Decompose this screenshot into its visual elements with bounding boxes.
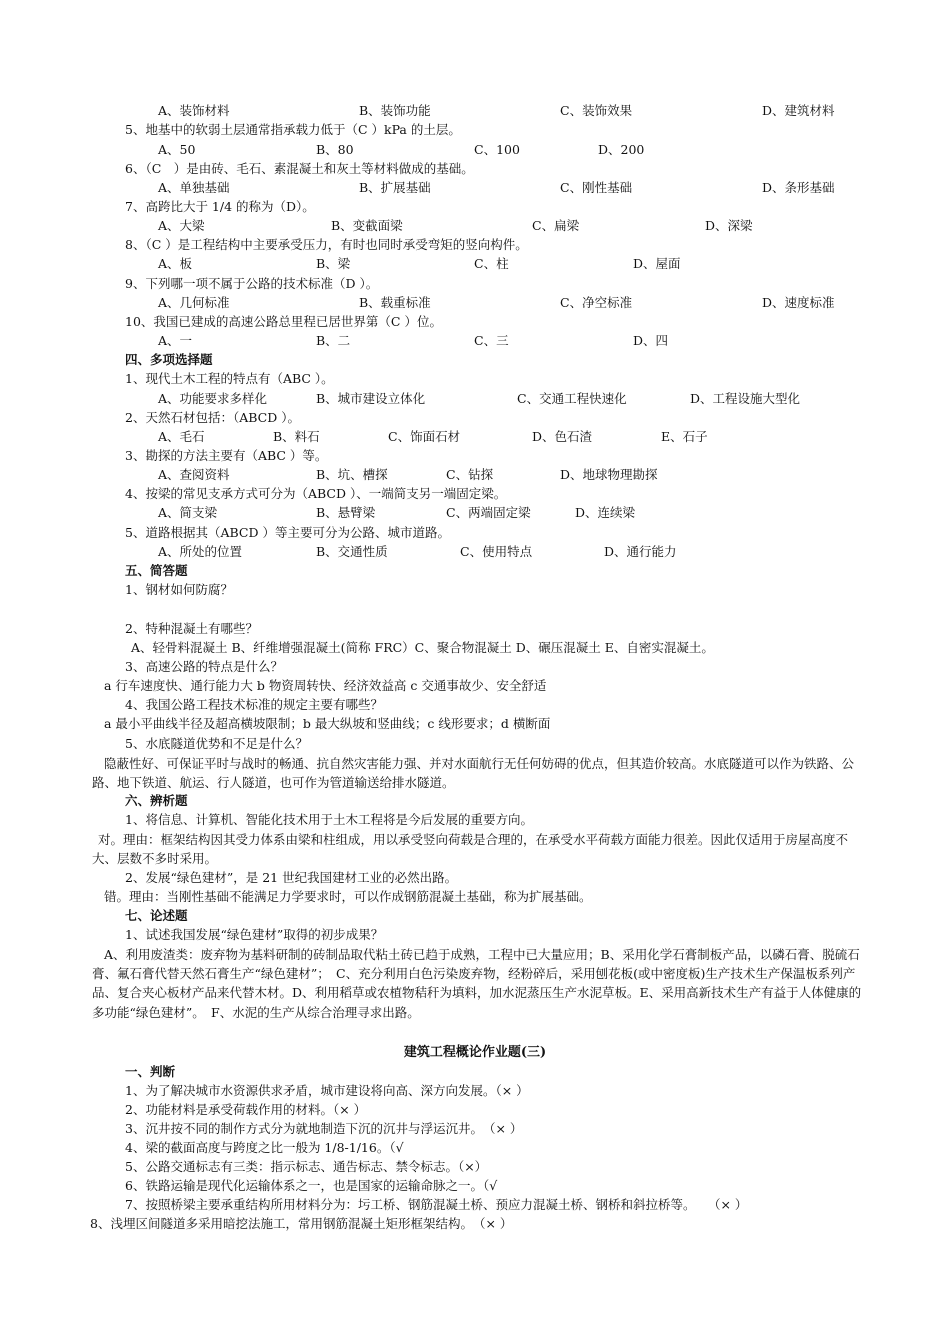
- q9-options: [0, 295, 950, 311]
- option-a: A、查阅资料: [158, 467, 230, 482]
- option-c: C、柱: [474, 256, 509, 271]
- short-question-2: 2、特种混凝土有哪些？: [125, 621, 258, 636]
- section-title-true-false: 一、判断: [125, 1064, 176, 1079]
- tf-question-1: 1、为了解决城市水资源供求矛盾，城市建设将向高、深方向发展。（× ）: [125, 1083, 529, 1098]
- option-b: B、梁: [316, 256, 351, 271]
- option-b: B、扩展基础: [359, 180, 431, 195]
- question-10: 10、我国已建成的高速公路总里程已居世界第（C ）位。: [125, 314, 442, 329]
- question-8: 8、（C ）是工程结构中主要承受压力，有时也同时承受弯矩的竖向构件。: [125, 237, 528, 252]
- question-7: 7、高跨比大于 1/4 的称为（D）。: [125, 199, 315, 214]
- option-b: B、交通性质: [316, 544, 388, 559]
- option-b: B、载重标准: [359, 295, 431, 310]
- option-d: D、工程设施大型化: [690, 391, 801, 406]
- tf-question-8: 8、浅埋区间隧道多采用暗挖法施工，常用钢筋混凝土矩形框架结构。 （× ）: [90, 1216, 513, 1231]
- option-a: A、50: [158, 142, 196, 157]
- option-a: A、功能要求多样化: [158, 391, 268, 406]
- q4-options: [0, 103, 950, 119]
- option-d: D、通行能力: [604, 544, 677, 559]
- multi-question-4: 4、按梁的常见支承方式可分为（ABCD ）、一端简支另一端固定梁。: [125, 486, 507, 501]
- option-a: A、一: [158, 333, 193, 348]
- analysis-question-2: 2、发展“绿色建材”，是 21 世纪我国建材工业的必然出路。: [125, 870, 458, 885]
- option-a: A、大梁: [158, 218, 205, 233]
- tf-question-4: 4、梁的截面高度与跨度之比一般为 1/8-1/16。（√: [125, 1140, 404, 1155]
- option-c: C、刚性基础: [560, 180, 633, 195]
- short-question-3: 3、高速公路的特点是什么？: [125, 659, 283, 674]
- option-e: E、石子: [661, 429, 708, 444]
- multi-question-2: 2、天然石材包括：（ABCD ）。: [125, 410, 300, 425]
- option-c: C、100: [474, 142, 520, 157]
- short-answer-5: 隐蔽性好、可保证平时与战时的畅通、抗自然灾害能力强、并对水面航行无任何妨碍的优点，但其造价较高。水底隧道可以作为铁路、公路、地下铁道、航运、行人隧道，也可作为管道输送给排水隧道。: [92, 756, 855, 791]
- question-5: 5、地基中的软弱土层通常指承载力低于（C ）kPa 的土层。: [125, 122, 461, 137]
- option-c: C、饰面石材: [388, 429, 461, 444]
- option-a: A、单独基础: [158, 180, 230, 195]
- tf-question-5: 5、公路交通标志有三类：指示标志、通告标志、禁令标志。（×）: [125, 1159, 488, 1174]
- q10-options: [0, 333, 950, 349]
- q6-options: [0, 180, 950, 196]
- multi-question-5: 5、道路根据其（ABCD ）等主要可分为公路、城市道路。: [125, 525, 450, 540]
- q5-options: [0, 142, 950, 158]
- short-question-4: 4、我国公路工程技术标准的规定主要有哪些？: [125, 697, 383, 712]
- m1-options: [0, 391, 950, 407]
- option-b: B、变截面梁: [331, 218, 403, 233]
- option-c: C、交通工程快速化: [517, 391, 627, 406]
- section-title-analysis: 六、辨析题: [125, 793, 188, 808]
- section-title-multiple-choice: 四、多项选择题: [125, 352, 213, 367]
- option-a: A、毛石: [158, 429, 205, 444]
- m5-options: [0, 544, 950, 560]
- tf-question-7: 7、按照桥梁主要承重结构所用材料分为：圬工桥、钢筋混凝土桥、预应力混凝土桥、钢桥和斜拉桥等。 （× ）: [125, 1197, 748, 1212]
- tf-question-2: 2、功能材料是承受荷载作用的材料。（× ）: [125, 1102, 367, 1117]
- tf-question-3: 3、沉井按不同的制作方式分为就地制造下沉的沉井与浮运沉井。 （× ）: [125, 1121, 523, 1136]
- short-answer-3: a 行车速度快、通行能力大 b 物资周转快、经济效益高 c 交通事故少、安全舒适: [104, 678, 547, 693]
- option-d: D、条形基础: [762, 180, 835, 195]
- option-b: B、坑、槽探: [316, 467, 388, 482]
- question-6: 6、（C ）是由砖、毛石、素混凝土和灰土等材料做成的基础。: [125, 161, 474, 176]
- option-a: A、板: [158, 256, 193, 271]
- option-d: D、200: [598, 142, 645, 157]
- option-b: B、装饰功能: [359, 103, 431, 118]
- option-b: B、料石: [273, 429, 320, 444]
- option-c: C、使用特点: [460, 544, 533, 559]
- essay-question-1: 1、试述我国发展“绿色建材”取得的初步成果？: [125, 927, 384, 942]
- option-d: D、地球物理勘探: [560, 467, 658, 482]
- q8-options: [0, 256, 950, 272]
- option-a: A、装饰材料: [158, 103, 230, 118]
- short-answer-4: a 最小平曲线半径及超高横坡限制；b 最大纵坡和竖曲线；c 线形要求；d 横断面: [104, 716, 551, 731]
- short-question-5: 5、水底隧道优势和不足是什么？: [125, 736, 308, 751]
- short-question-1: 1、钢材如何防腐？: [125, 582, 233, 597]
- q7-options: [0, 218, 950, 234]
- option-d: D、四: [633, 333, 669, 348]
- option-c: C、两端固定梁: [446, 505, 531, 520]
- option-c: C、净空标准: [560, 295, 633, 310]
- option-d: D、屋面: [633, 256, 681, 271]
- multi-question-3: 3、勘探的方法主要有（ABC ）等。: [125, 448, 328, 463]
- option-c: C、三: [474, 333, 509, 348]
- option-a: A、几何标准: [158, 295, 230, 310]
- option-c: C、钻探: [446, 467, 494, 482]
- m2-options: [0, 429, 950, 445]
- option-b: B、80: [316, 142, 354, 157]
- m4-options: [0, 505, 950, 521]
- option-d: D、连续梁: [575, 505, 636, 520]
- option-d: D、深梁: [705, 218, 753, 233]
- option-d: D、建筑材料: [762, 103, 835, 118]
- short-answer-2: A、轻骨料混凝土 B、纤维增强混凝土(简称 FRC）C、聚合物混凝土 D、碾压混凝土 E、自密实混凝土。: [131, 640, 714, 655]
- option-a: A、所处的位置: [158, 544, 243, 559]
- section-title-short-answer: 五、简答题: [125, 563, 188, 578]
- section-title-essay: 七、论述题: [125, 908, 188, 923]
- option-c: C、扁梁: [532, 218, 580, 233]
- m3-options: [0, 467, 950, 483]
- option-b: B、城市建设立体化: [316, 391, 426, 406]
- option-d: D、速度标准: [762, 295, 835, 310]
- analysis-question-1: 1、将信息、计算机、智能化技术用于土木工程将是今后发展的重要方向。: [125, 812, 533, 827]
- analysis-answer-1: 对。理由：框架结构因其受力体系由梁和柱组成，用以承受竖向荷载是合理的，在承受水平荷载方面能力很差。因此仅适用于房屋高度不大、层数不多时采用。: [92, 832, 849, 867]
- option-a: A、简支梁: [158, 505, 218, 520]
- option-c: C、装饰效果: [560, 103, 633, 118]
- option-b: B、悬臂梁: [316, 505, 376, 520]
- analysis-answer-2: 错。理由：当刚性基础不能满足力学要求时，可以作成钢筋混凝土基础，称为扩展基础。: [104, 889, 592, 904]
- option-d: D、色石渣: [532, 429, 593, 444]
- tf-question-6: 6、铁路运输是现代化运输体系之一，也是国家的运输命脉之一。（√: [125, 1178, 498, 1193]
- homework-title: 建筑工程概论作业题(三): [403, 1045, 547, 1060]
- essay-answer-1: A、利用废渣类：废弃物为基料研制的砖制品取代粘土砖已趋于成熟，工程中已大量应用；B、采用化学石膏制板产品，以磷石膏、脱硫石膏、氟石膏代替天然石膏生产“绿色建材”； C、充分利用白色污染废弃物，经粉碎后，采用刨花板(或中密度板)生产技术生产保温板系列产品、复合夹心板材产品来代替木材。D、利用稻草或农植物秸秆为填料，加水泥蒸压生产水泥草板。E、采用高新技术生产有益于人体健康的多功能“绿色建材”。 F、水泥的生产从综合治理寻求出路。: [92, 947, 862, 1020]
- multi-question-1: 1、现代土木工程的特点有（ABC ）。: [125, 371, 334, 386]
- option-b: B、二: [316, 333, 351, 348]
- question-9: 9、下列哪一项不属于公路的技术标准（D ）。: [125, 276, 379, 291]
